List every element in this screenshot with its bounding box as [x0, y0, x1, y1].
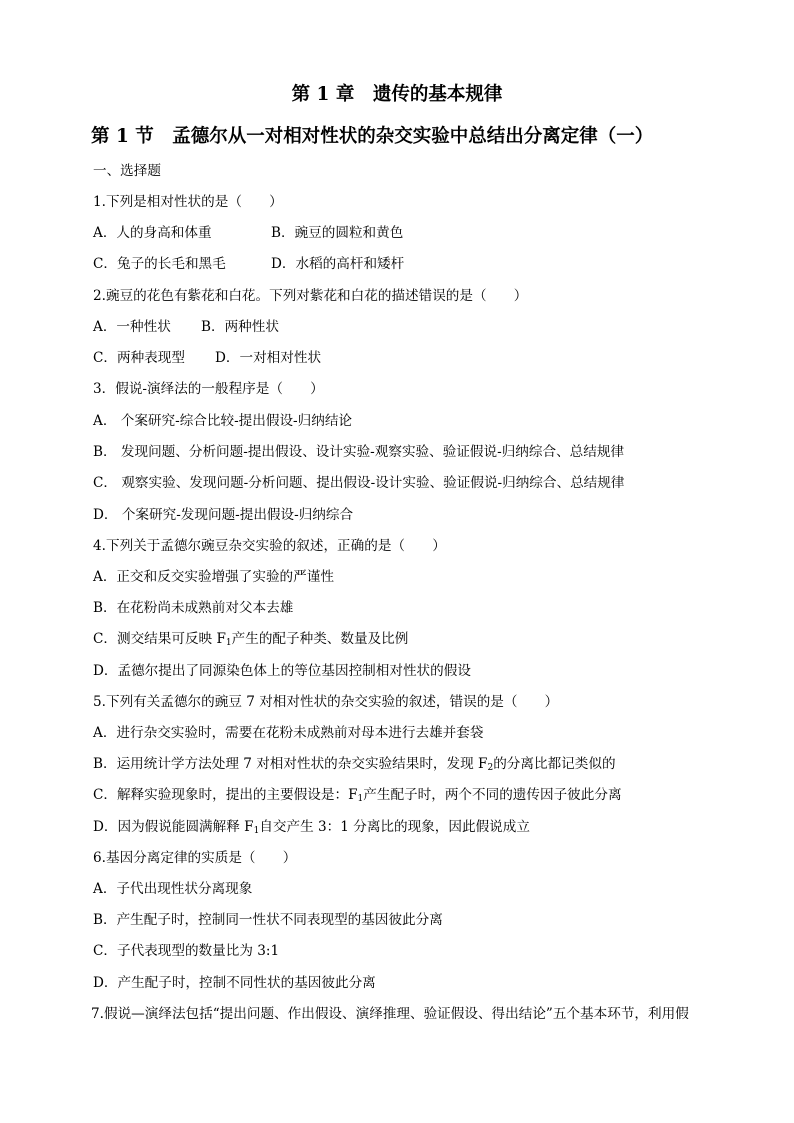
subscript-number: 2: [487, 763, 494, 773]
question-5-option-d-text: D．因为假说能圆满解释 F: [93, 819, 254, 835]
question-3-stem: 3．假说-演绎法的一般程序是（ ）: [93, 381, 324, 397]
question-4-stem: 4.下列关于孟德尔豌豆杂交实验的叙述，正确的是（ ）: [93, 538, 446, 554]
question-1-option-a: A．人的身高和体重: [93, 225, 212, 241]
question-4-option-c-text-end: 产生的配子种类、数量及比例: [231, 631, 409, 647]
subscript-number: 1: [253, 826, 260, 836]
question-2-stem: 2.豌豆的花色有紫花和白花。下列对紫花和白花的描述错误的是（ ）: [93, 288, 528, 304]
question-5-option-c-text-end: 产生配子时，两个不同的遗传因子彼此分离: [363, 787, 622, 803]
question-1-option-d: D．水稻的高杆和矮杆: [271, 256, 405, 272]
question-4-option-c-text: C．测交结果可反映 F: [93, 631, 226, 647]
question-5-option-b: [93, 753, 616, 775]
question-1-stem: 1.下列是相对性状的是（ ）: [93, 194, 283, 210]
subscript-number: 1: [357, 794, 364, 804]
subscript-number: 1: [225, 638, 232, 648]
question-4-option-d: D．孟德尔提出了同源染色体上的等位基因控制相对性状的假设: [93, 663, 471, 679]
question-5-option-b-text: B．运用统计学方法处理 7 对相对性状的杂交实验结果时，发现 F: [93, 756, 488, 772]
question-5-stem: 5.下列有关孟德尔的豌豆 7 对相对性状的杂交实验的叙述，错误的是（ ）: [93, 694, 559, 710]
question-2-option-d: D．一对相对性状: [215, 350, 322, 366]
question-2-option-a: A．一种性状: [93, 319, 171, 335]
section-title: 第 1 节 孟德尔从一对相对性状的杂交实验中总结出分离定律（一）: [91, 126, 654, 147]
question-2-options-row-1: [93, 316, 693, 338]
question-5-option-d-text-end: 自交产生 3：1 分离比的现象，因此假说成立: [259, 819, 530, 835]
part-heading: 一、选择题: [93, 163, 161, 179]
question-1-option-c: C．兔子的长毛和黑毛: [93, 256, 226, 272]
question-3-option-c: C． 观察实验、发现问题-分析问题、提出假设-设计实验、验证假说-归纳综合、总结规律: [93, 475, 625, 491]
question-2-options-row-2: [93, 347, 693, 369]
question-6-stem: 6.基因分离定律的实质是（ ）: [93, 850, 297, 866]
question-5-option-a: A．进行杂交实验时，需要在花粉未成熟前对母本进行去雄并套袋: [93, 725, 484, 741]
question-4-option-a: A．正交和反交实验增强了实验的严谨性: [93, 569, 334, 585]
question-6-option-d: D．产生配子时，控制不同性状的基因彼此分离: [93, 975, 376, 991]
question-7-stem: 7.假说—演绎法包括“提出问题、作出假设、演绎推理、验证假设、得出结论”五个基本环节，利用假: [91, 1006, 689, 1022]
question-3-option-d: D． 个案研究-发现问题-提出假设-归纳综合: [93, 507, 354, 523]
question-4-option-c: [93, 628, 408, 650]
question-5-option-c-text: C．解释实验现象时，提出的主要假设是：F: [93, 787, 358, 803]
question-3-option-a: A． 个案研究-综合比较-提出假设-归纳结论: [93, 413, 353, 429]
question-5-option-d: [93, 816, 530, 838]
question-4-option-b: B．在花粉尚未成熟前对父本去雄: [93, 600, 294, 616]
question-5-option-b-text-end: 的分离比都记类似的: [493, 756, 616, 772]
question-1-options-row-2: [93, 253, 693, 275]
question-6-option-a: A．子代出现性状分离现象: [93, 881, 253, 897]
question-1-options-row-1: [93, 222, 693, 244]
chapter-title: 第 1 章 遗传的基本规律: [291, 84, 503, 105]
question-6-option-c: C．子代表现型的数量比为 3:1: [93, 943, 280, 959]
question-1-option-b: B．豌豆的圆粒和黄色: [271, 225, 404, 241]
question-2-option-b: B．两种性状: [201, 319, 279, 335]
question-6-option-b: B．产生配子时，控制同一性状不同表现型的基因彼此分离: [93, 912, 443, 928]
question-2-option-c: C．两种表现型: [93, 350, 185, 366]
question-3-option-b: B． 发现问题、分析问题-提出假设、设计实验-观察实验、验证假说-归纳综合、总结规律: [93, 444, 625, 460]
question-5-option-c: [93, 784, 622, 806]
